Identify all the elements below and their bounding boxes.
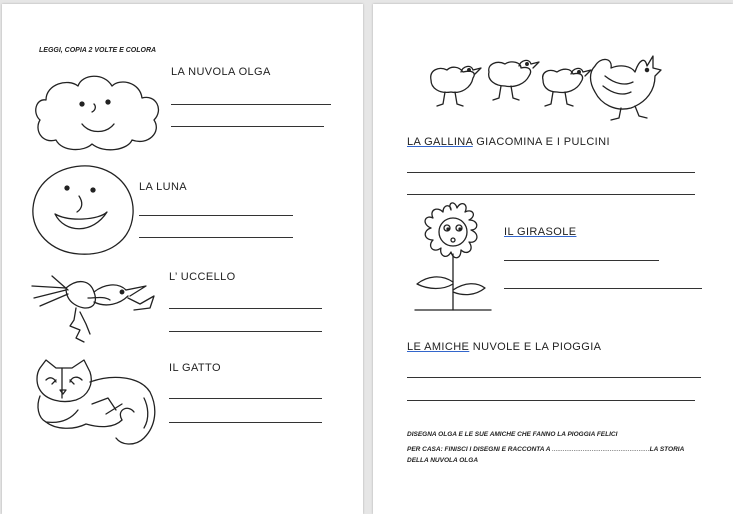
instruction-text: LEGGI, COPIA 2 VOLTE E COLORA	[39, 47, 157, 54]
moon-face-icon	[29, 162, 139, 257]
writing-line[interactable]	[169, 331, 322, 332]
item-label-clouds: LE AMICHE NUVOLE E LA PIOGGIA	[407, 341, 602, 353]
cat-icon	[32, 358, 160, 450]
writing-line[interactable]	[139, 237, 293, 238]
bird-icon	[30, 268, 160, 348]
writing-line[interactable]	[169, 398, 322, 399]
writing-line[interactable]	[407, 172, 695, 173]
document-page-1	[2, 4, 363, 514]
item-label-moon: LA LUNA	[139, 181, 188, 193]
item-label-sunflower: IL GIRASOLE	[504, 226, 577, 238]
sunflower-icon	[411, 200, 497, 318]
writing-line[interactable]	[171, 126, 324, 127]
writing-line[interactable]	[504, 288, 702, 289]
drawing-instruction: DISEGNA OLGA E LE SUE AMICHE CHE FANNO LA PIOGGIA FELICI	[407, 431, 618, 438]
writing-line[interactable]	[169, 308, 322, 309]
homework-instruction: PER CASA: FINISCI I DISEGNI E RACCONTA A ......................................................LA STORIA	[407, 446, 685, 453]
writing-line[interactable]	[171, 104, 331, 105]
item-label-cloud: LA NUVOLA OLGA	[171, 66, 271, 78]
writing-line[interactable]	[407, 377, 701, 378]
cloud-face-icon	[32, 68, 162, 158]
document-page-2	[373, 4, 733, 514]
item-label-bird: L’ UCCELLO	[169, 271, 236, 283]
writing-line[interactable]	[139, 215, 293, 216]
writing-line[interactable]	[504, 260, 659, 261]
writing-line[interactable]	[169, 422, 322, 423]
hen-and-chicks-icon	[425, 46, 665, 126]
writing-line[interactable]	[407, 400, 695, 401]
homework-instruction-cont: DELLA NUVOLA OLGA	[407, 457, 479, 464]
writing-line[interactable]	[407, 194, 695, 195]
item-label-hen: LA GALLINA GIACOMINA E I PULCINI	[407, 136, 610, 148]
item-label-cat: IL GATTO	[169, 362, 221, 374]
